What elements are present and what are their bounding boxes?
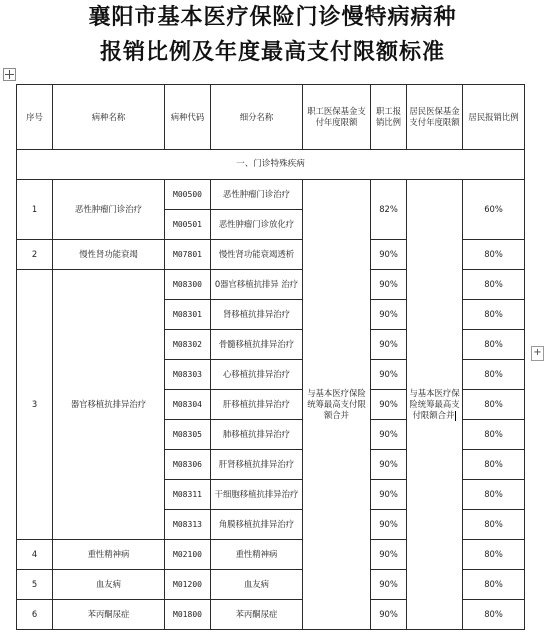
code-cell: M08313 [165,510,211,540]
sub-name-cell: 肺移植抗排异治疗 [211,420,303,450]
document-title-line1: 襄阳市基本医疗保险门诊慢特病病种 [88,4,457,30]
sub-name-cell: 肝移植抗排异治疗 [211,390,303,420]
resident-ratio-cell: 80% [463,510,525,540]
employee-ratio-cell: 90% [371,540,407,570]
sub-name-cell: 重性精神病 [211,540,303,570]
reimbursement-table [16,84,525,630]
resident-ratio-cell: 60% [463,180,525,240]
sub-name-cell: 恶性肿瘤门诊放化疗 [211,210,303,240]
disease-name-cell: 器官移植抗排异治疗 [53,270,165,540]
sub-name-cell: 干细胞移植抗排异治疗 [211,480,303,510]
header-employee-limit: 职工医保基金支付年度限额 [303,85,371,150]
sub-name-cell: 血友病 [211,570,303,600]
employee-ratio-cell: 82% [371,180,407,240]
employee-ratio-cell: 90% [371,450,407,480]
code-cell: M08301 [165,300,211,330]
seq-cell: 4 [17,540,53,570]
employee-ratio-cell: 90% [371,240,407,270]
sub-name-cell: 0器官移植抗排异 治疗 [211,270,303,300]
header-row [17,85,525,150]
resident-ratio-cell: 80% [463,420,525,450]
seq-cell: 6 [17,600,53,630]
code-cell: M01800 [165,600,211,630]
code-cell: M00501 [165,210,211,240]
header-employee-ratio: 职工报销比例 [371,85,407,150]
employee-ratio-cell: 90% [371,600,407,630]
employee-ratio-cell: 90% [371,360,407,390]
section-title: 一、门诊特殊疾病 [17,150,525,180]
code-cell: M08302 [165,330,211,360]
employee-ratio-cell: 90% [371,330,407,360]
code-cell: M08305 [165,420,211,450]
code-cell: M08306 [165,450,211,480]
resident-ratio-cell: 80% [463,570,525,600]
employee-ratio-cell: 90% [371,420,407,450]
resident-limit-merged-cell [407,180,463,630]
table-row [17,180,525,210]
sub-name-cell: 恶性肿瘤门诊治疗 [211,180,303,210]
text-cursor [455,411,456,421]
resident-ratio-cell: 80% [463,390,525,420]
employee-ratio-cell: 90% [371,300,407,330]
header-seq: 序号 [17,85,53,150]
header-disease-name: 病种名称 [53,85,165,150]
employee-limit-merged-cell: 与基本医疗保险统筹最高支付限额合并 [303,180,371,630]
code-cell: M01200 [165,570,211,600]
resident-ratio-cell: 80% [463,240,525,270]
sub-name-cell: 角膜移植抗排异治疗 [211,510,303,540]
sub-name-cell: 慢性肾功能衰竭透析 [211,240,303,270]
sub-name-cell: 肝肾移植抗排异治疗 [211,450,303,480]
document-title-line2: 报销比例及年度最高支付限额标准 [99,39,445,65]
seq-cell: 1 [17,180,53,240]
seq-cell: 5 [17,570,53,600]
code-cell: M00500 [165,180,211,210]
sub-name-cell: 心移植抗排异治疗 [211,360,303,390]
code-cell: M02100 [165,540,211,570]
code-cell: M08304 [165,390,211,420]
code-cell: M08303 [165,360,211,390]
resident-ratio-cell: 80% [463,330,525,360]
employee-ratio-cell: 90% [371,570,407,600]
section-row [17,150,525,180]
table-move-handle-icon[interactable] [3,68,16,81]
resident-ratio-cell: 80% [463,360,525,390]
employee-ratio-cell: 90% [371,270,407,300]
header-resident-limit: 居民医保基金支付年度限额 [407,85,463,150]
seq-cell: 3 [17,270,53,540]
disease-name-cell: 重性精神病 [53,540,165,570]
sub-name-cell: 苯丙酮尿症 [211,600,303,630]
resident-ratio-cell: 80% [463,300,525,330]
employee-ratio-cell: 90% [371,510,407,540]
header-sub-name: 细分名称 [211,85,303,150]
resident-ratio-cell: 80% [463,270,525,300]
code-cell: M07801 [165,240,211,270]
seq-cell: 2 [17,240,53,270]
sub-name-cell: 肾移植抗排异治疗 [211,300,303,330]
disease-name-cell: 恶性肿瘤门诊治疗 [53,180,165,240]
disease-name-cell: 苯丙酮尿症 [53,600,165,630]
add-column-plus-icon[interactable]: + [531,346,544,361]
disease-name-cell: 血友病 [53,570,165,600]
code-cell: M08311 [165,480,211,510]
disease-name-cell: 慢性肾功能衰竭 [53,240,165,270]
resident-ratio-cell: 80% [463,480,525,510]
code-cell: M08300 [165,270,211,300]
employee-ratio-cell: 90% [371,390,407,420]
resident-ratio-cell: 80% [463,600,525,630]
employee-ratio-cell: 90% [371,480,407,510]
header-disease-code: 病种代码 [165,85,211,150]
sub-name-cell: 骨髓移植抗排异治疗 [211,330,303,360]
resident-limit-text: 与基本医疗保险统筹最高支付限额合并 [409,388,460,420]
resident-ratio-cell: 80% [463,450,525,480]
resident-ratio-cell: 80% [463,540,525,570]
header-resident-ratio: 居民报销比例 [463,85,525,150]
